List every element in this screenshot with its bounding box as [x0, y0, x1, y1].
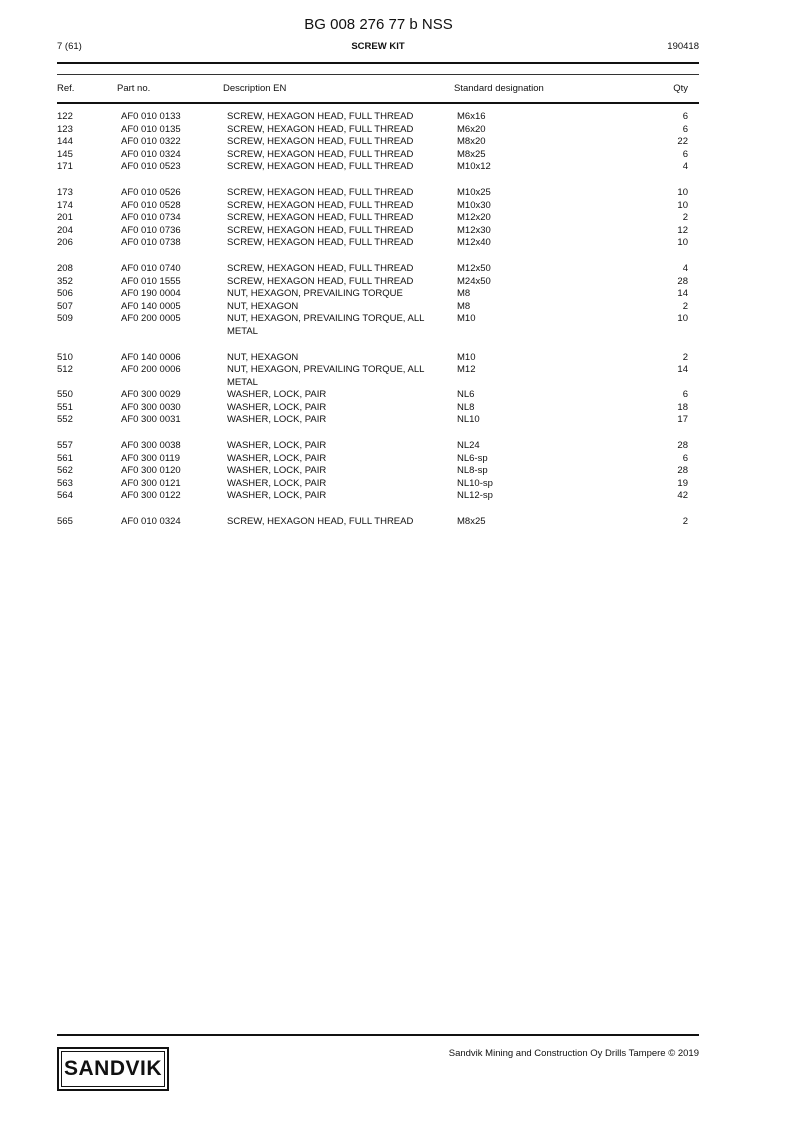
- table-row: [57, 161, 699, 174]
- row-part-no: AF0 010 0526: [121, 186, 181, 198]
- page-number: 7 (61): [57, 41, 82, 52]
- row-qty: 10: [677, 186, 688, 198]
- row-standard: M6x16: [457, 111, 486, 122]
- table-row: [57, 225, 699, 238]
- table-row: [57, 465, 699, 478]
- row-description: SCREW, HEXAGON HEAD, FULL THREAD: [227, 148, 414, 160]
- row-standard: NL6-sp: [457, 452, 488, 464]
- row-description: WASHER, LOCK, PAIR: [227, 452, 327, 464]
- logo-frame: [61, 1051, 165, 1087]
- table-row: [57, 124, 699, 137]
- row-part-no: AF0 010 0324: [121, 516, 181, 528]
- row-description: NUT, HEXAGON, PREVAILING TORQUE, ALL METAL: [227, 313, 425, 337]
- table-row: [57, 187, 699, 200]
- row-ref: 173: [57, 186, 73, 198]
- row-part-no: AF0 010 0322: [121, 136, 181, 148]
- row-description: NUT, HEXAGON: [227, 351, 299, 363]
- row-ref: 208: [57, 262, 73, 274]
- date-code: 190418: [667, 41, 699, 52]
- row-standard: NL10-sp: [457, 477, 493, 489]
- column-header-qty: Qty: [673, 83, 688, 94]
- row-qty: 2: [682, 351, 688, 363]
- row-description: SCREW, HEXAGON HEAD, FULL THREAD: [227, 275, 414, 287]
- table-row: [57, 276, 699, 289]
- row-part-no: AF0 010 0135: [121, 123, 181, 135]
- row-part-no: AF0 300 0119: [121, 452, 180, 464]
- row-description: SCREW, HEXAGON HEAD, FULL THREAD: [227, 186, 414, 198]
- row-qty: 14: [677, 364, 688, 376]
- row-qty: 6: [682, 389, 688, 401]
- row-part-no: AF0 200 0005: [121, 313, 181, 325]
- row-ref: 174: [57, 199, 73, 211]
- row-description: SCREW, HEXAGON HEAD, FULL THREAD: [227, 212, 414, 224]
- row-description: SCREW, HEXAGON HEAD, FULL THREAD: [227, 136, 414, 148]
- row-description: SCREW, HEXAGON HEAD, FULL THREAD: [227, 262, 414, 274]
- logo-text: SANDVIK: [63, 1057, 162, 1080]
- row-ref: 509: [57, 313, 73, 325]
- table-row: [57, 402, 699, 415]
- column-header-bottom-rule: [57, 102, 699, 104]
- row-part-no: AF0 190 0004: [121, 288, 181, 300]
- row-part-no: AF0 010 0133: [121, 111, 181, 122]
- row-ref: 561: [57, 452, 73, 464]
- row-standard: M8: [457, 288, 471, 300]
- row-description: SCREW, HEXAGON HEAD, FULL THREAD: [227, 199, 414, 211]
- row-qty: 6: [682, 148, 688, 160]
- table-row: [57, 111, 699, 124]
- row-part-no: AF0 300 0029: [121, 389, 181, 401]
- table-row: [57, 478, 699, 491]
- row-qty: 28: [677, 275, 688, 287]
- table-row: [57, 237, 699, 250]
- table-row: [57, 136, 699, 149]
- row-standard: M10x12: [457, 161, 491, 173]
- row-part-no: AF0 010 0528: [121, 199, 181, 211]
- row-standard: M10x25: [457, 186, 491, 198]
- row-standard: M12: [457, 364, 476, 376]
- row-qty: 2: [682, 212, 688, 224]
- column-headers: [57, 83, 699, 95]
- row-standard: M12x40: [457, 237, 491, 249]
- row-standard: NL24: [457, 440, 480, 452]
- row-standard: M12x30: [457, 224, 491, 236]
- parts-table: [57, 111, 699, 529]
- row-ref: 206: [57, 237, 73, 249]
- row-ref: 550: [57, 389, 73, 401]
- row-qty: 4: [682, 262, 688, 274]
- row-qty: 4: [682, 161, 688, 173]
- table-row: [57, 301, 699, 314]
- table-row: [57, 453, 699, 466]
- row-qty: 22: [677, 136, 688, 148]
- row-qty: 6: [682, 123, 688, 135]
- row-standard: M6x20: [457, 123, 486, 135]
- row-ref: 565: [57, 516, 73, 528]
- table-row: [57, 263, 699, 276]
- row-qty: 18: [677, 401, 688, 413]
- row-standard: NL8-sp: [457, 465, 488, 477]
- table-row: [57, 490, 699, 503]
- footer-divider: [57, 1034, 699, 1036]
- footer-copyright: Sandvik Mining and Construction Oy Drills Tampere © 2019: [448, 1048, 699, 1059]
- table-row: [57, 364, 699, 389]
- row-standard: M10x30: [457, 199, 491, 211]
- row-part-no: AF0 010 0734: [121, 212, 181, 224]
- row-ref: 562: [57, 465, 73, 477]
- row-qty: 28: [677, 465, 688, 477]
- row-qty: 17: [677, 414, 688, 426]
- table-row: [57, 149, 699, 162]
- row-standard: M8x20: [457, 136, 486, 148]
- table-row: [57, 352, 699, 365]
- row-standard: M12x20: [457, 212, 491, 224]
- row-description: WASHER, LOCK, PAIR: [227, 440, 327, 452]
- row-description: NUT, HEXAGON: [227, 300, 299, 312]
- table-row: [57, 200, 699, 213]
- row-description: WASHER, LOCK, PAIR: [227, 389, 327, 401]
- row-description: WASHER, LOCK, PAIR: [227, 465, 327, 477]
- row-description: NUT, HEXAGON, PREVAILING TORQUE: [227, 288, 403, 300]
- row-qty: 10: [677, 199, 688, 211]
- row-description: WASHER, LOCK, PAIR: [227, 401, 327, 413]
- row-qty: 19: [677, 477, 688, 489]
- sandvik-logo: [57, 1047, 169, 1091]
- header-row: [57, 41, 699, 55]
- row-description: SCREW, HEXAGON HEAD, FULL THREAD: [227, 224, 414, 236]
- row-qty: 14: [677, 288, 688, 300]
- row-part-no: AF0 010 0740: [121, 262, 181, 274]
- row-qty: 42: [677, 490, 688, 502]
- row-standard: NL10: [457, 414, 480, 426]
- row-part-no: AF0 010 0324: [121, 148, 181, 160]
- row-part-no: AF0 300 0120: [121, 465, 181, 477]
- document-title: BG 008 276 77 b NSS: [304, 16, 453, 33]
- row-standard: NL12-sp: [457, 490, 493, 502]
- row-standard: M8x25: [457, 516, 486, 528]
- row-part-no: AF0 300 0121: [121, 477, 181, 489]
- row-qty: 10: [677, 313, 688, 325]
- row-ref: 552: [57, 414, 73, 426]
- column-header-description: Description EN: [223, 83, 287, 94]
- row-ref: 512: [57, 364, 73, 376]
- column-header-top-rule: [57, 74, 699, 75]
- row-ref: 564: [57, 490, 73, 502]
- row-ref: 557: [57, 440, 73, 452]
- row-ref: 352: [57, 275, 73, 287]
- row-ref: 145: [57, 148, 73, 160]
- row-ref: 510: [57, 351, 73, 363]
- row-standard: M24x50: [457, 275, 491, 287]
- row-standard: NL8: [457, 401, 475, 413]
- table-row: [57, 212, 699, 225]
- row-part-no: AF0 300 0038: [121, 440, 181, 452]
- row-part-no: AF0 140 0006: [121, 351, 181, 363]
- table-row: [57, 288, 699, 301]
- row-part-no: AF0 010 0738: [121, 237, 181, 249]
- row-qty: 10: [677, 237, 688, 249]
- row-part-no: AF0 300 0031: [121, 414, 181, 426]
- row-qty: 2: [682, 300, 688, 312]
- row-description: WASHER, LOCK, PAIR: [227, 490, 327, 502]
- row-ref: 123: [57, 123, 73, 135]
- column-header-standard: Standard designation: [454, 83, 544, 94]
- header-divider: [57, 62, 699, 64]
- row-qty: 6: [682, 452, 688, 464]
- row-ref: 563: [57, 477, 73, 489]
- row-part-no: AF0 200 0006: [121, 364, 181, 376]
- row-standard: M12x50: [457, 262, 491, 274]
- row-standard: M8x25: [457, 148, 486, 160]
- row-ref: 122: [57, 111, 73, 122]
- row-standard: M10: [457, 313, 476, 325]
- section-title: SCREW KIT: [351, 41, 405, 52]
- row-description: NUT, HEXAGON, PREVAILING TORQUE, ALL METAL: [227, 364, 425, 388]
- row-part-no: AF0 300 0122: [121, 490, 181, 502]
- row-standard: NL6: [457, 389, 475, 401]
- row-standard: M10: [457, 351, 476, 363]
- table-row: [57, 414, 699, 427]
- table-row: [57, 389, 699, 402]
- row-description: WASHER, LOCK, PAIR: [227, 414, 327, 426]
- row-standard: M8: [457, 300, 471, 312]
- row-part-no: AF0 010 1555: [121, 275, 181, 287]
- row-part-no: AF0 010 0523: [121, 161, 181, 173]
- row-description: SCREW, HEXAGON HEAD, FULL THREAD: [227, 237, 414, 249]
- table-row: [57, 313, 699, 338]
- row-qty: 12: [677, 224, 688, 236]
- column-header-ref: Ref.: [57, 83, 75, 94]
- row-ref: 171: [57, 161, 73, 173]
- row-part-no: AF0 140 0005: [121, 300, 181, 312]
- row-description: WASHER, LOCK, PAIR: [227, 477, 327, 489]
- row-ref: 507: [57, 300, 73, 312]
- table-row: [57, 440, 699, 453]
- row-ref: 144: [57, 136, 73, 148]
- table-row: [57, 516, 699, 529]
- row-description: SCREW, HEXAGON HEAD, FULL THREAD: [227, 111, 414, 122]
- row-description: SCREW, HEXAGON HEAD, FULL THREAD: [227, 516, 414, 528]
- row-description: SCREW, HEXAGON HEAD, FULL THREAD: [227, 161, 414, 173]
- row-description: SCREW, HEXAGON HEAD, FULL THREAD: [227, 123, 414, 135]
- row-qty: 28: [677, 440, 688, 452]
- row-ref: 201: [57, 212, 73, 224]
- row-ref: 551: [57, 401, 73, 413]
- row-qty: 2: [682, 516, 688, 528]
- row-part-no: AF0 300 0030: [121, 401, 181, 413]
- row-qty: 6: [682, 111, 688, 122]
- row-part-no: AF0 010 0736: [121, 224, 181, 236]
- row-ref: 204: [57, 224, 73, 236]
- row-ref: 506: [57, 288, 73, 300]
- column-header-part-no: Part no.: [117, 83, 151, 94]
